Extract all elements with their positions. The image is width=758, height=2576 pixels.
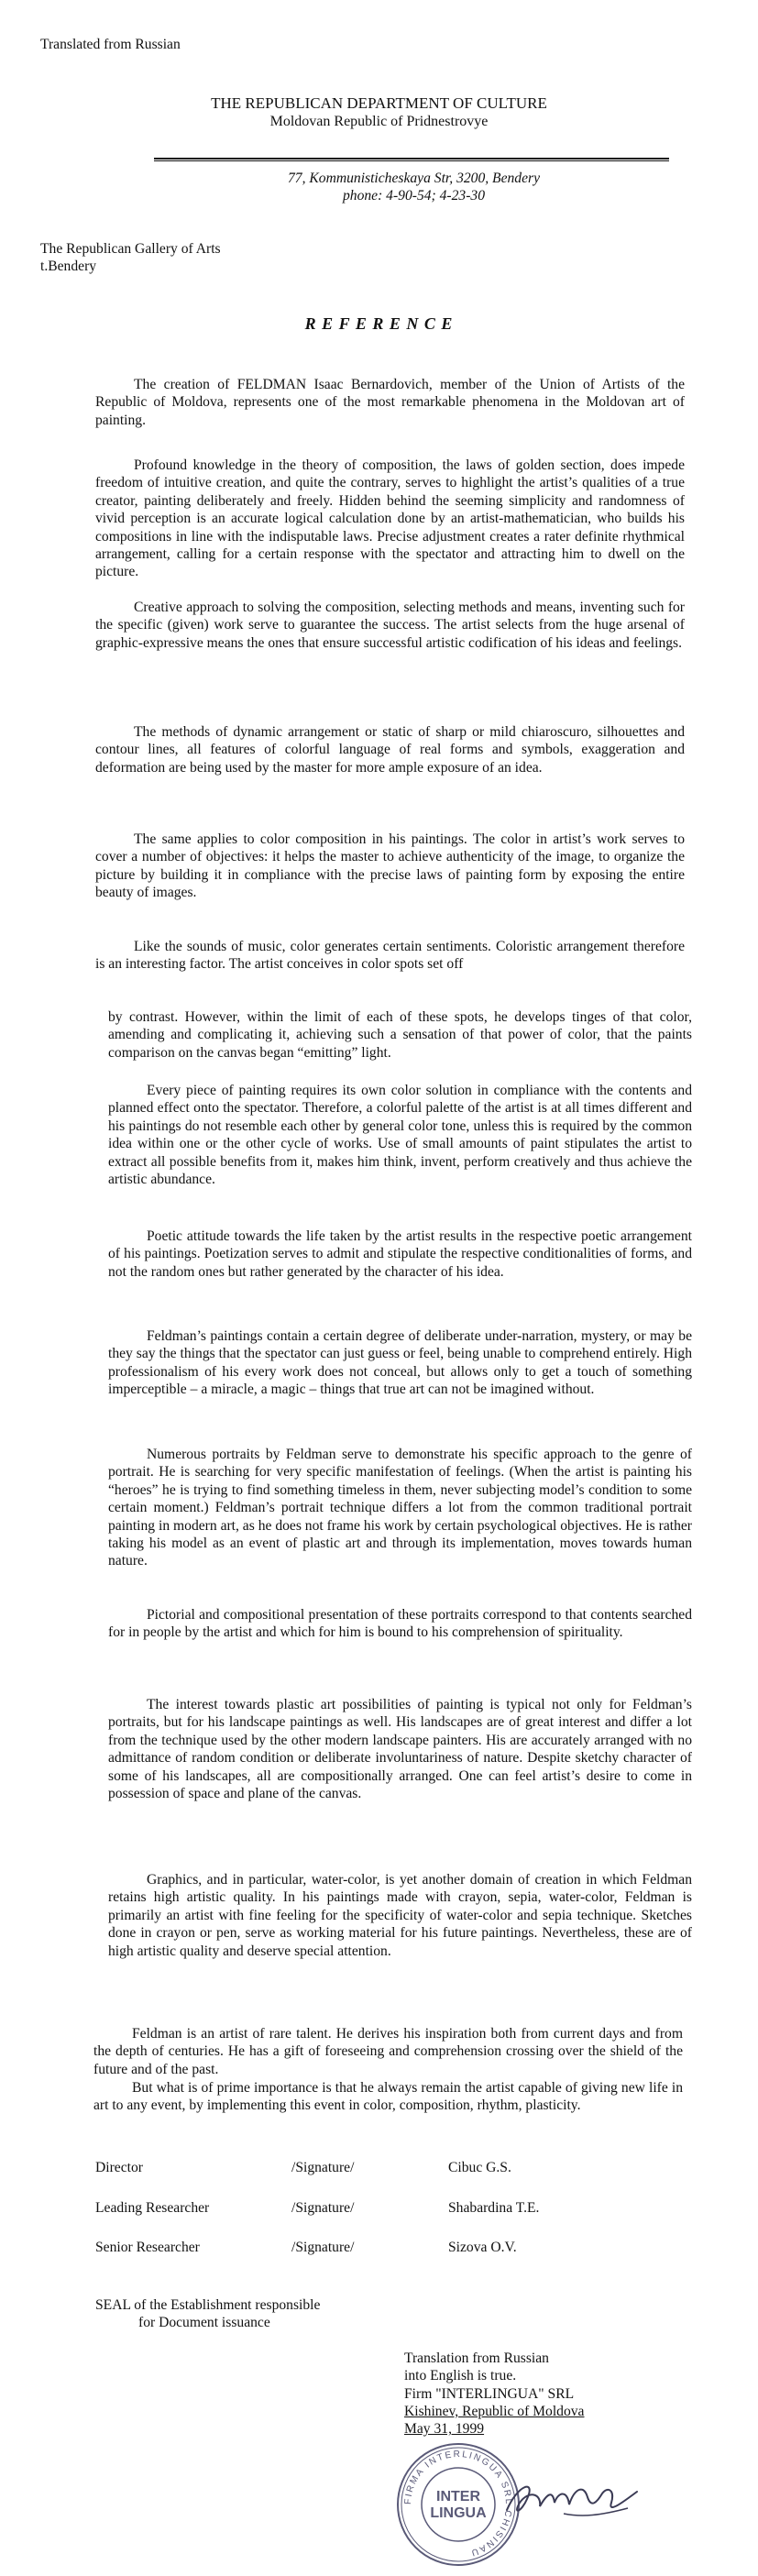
translation-cert-line-5: May 31, 1999 — [404, 2421, 485, 2438]
address-line: 77, Kommunisticheskaya Str, 3200, Bendery — [287, 171, 540, 186]
paragraph-7: by contrast. However, within the limit of each of these spots, he develops tinges of that color, amending and complicating it, achieving such a sensation of that power of color, that the paints comparison on the canvas began “emitting” light. — [108, 1009, 692, 1061]
seal-center-line-1: INTER — [436, 2489, 480, 2504]
paragraph-13: The interest towards plastic art possibilities of painting is typical not only for Feldman’s portraits, but for his landscape paintings as well. His landscapes are of great interest and differ a lot from the technique used by the other modern landscape painters. His are accurately arranged with no admittance of random condition or deliberate involuntariness of nature. Despite sketchy character of some of his landscapes, all are compositionally arranged. One can feel artist’s desire to come in possession of space and plane of the canvas. — [108, 1697, 692, 1802]
paragraph-10: Feldman’s paintings contain a certain degree of deliberate under-narration, mystery, or may be they say the things that the spectator can just guess or feel, being unable to comprehend entirely. High professionalism of his every work does not conceal, but allows only to get a touch of something imperceptible – a miracle, a magic – things that true art can not be imagined without. — [108, 1328, 692, 1398]
translation-cert-line-3: Firm "INTERLINGUA" SRL — [404, 2385, 575, 2402]
seal-note-line-1: SEAL of the Establishment responsible — [95, 2297, 321, 2313]
recipient-line-2: t.Bendery — [40, 259, 97, 274]
paragraph-12: Pictorial and compositional presentation of these portraits correspond to that contents searched for in people by the artist and which for him is bound to his comprehension of spirituality. — [108, 1607, 692, 1641]
paragraph-15: Feldman is an artist of rare talent. He derives his inspiration both from current days and from the depth of centuries. He has a gift of foreseeing and comprehension crossing over the shield of the future and of the past. — [93, 2026, 683, 2077]
paragraph-1: The creation of FELDMAN Isaac Bernardovich, member of the Union of Artists of the Republic of Moldova, represents one of the most remarkable phenomena in the Moldovan art of painting. — [95, 377, 685, 428]
paragraph-8: Every piece of painting requires its own color solution in compliance with the contents and planned effect onto the spectator. Therefore, a colorful palette of the artist is at all times different and his paintings do not resemble each other by general color tone, unless this is required by the common idea within one or the other cycle of works. Use of small amounts of paint stipulates the artist to extract all possible benefits from it, makes him think, invent, perform creatively and thus achieve the artistic abundance. — [108, 1083, 692, 1188]
paragraph-4: The methods of dynamic arrangement or static of sharp or mild chiaroscuro, silhouettes and contour lines, all features of colorful language of real forms and symbols, exaggeration and deformation are being used by the master for more ample exposure of an idea. — [95, 724, 685, 776]
phone-line: phone: 4-90-54; 4-23-30 — [342, 188, 486, 204]
signature-mark: /Signature/ — [291, 2240, 355, 2255]
translation-cert — [404, 2350, 584, 2438]
department-title: THE REPUBLICAN DEPARTMENT OF CULTURE — [211, 94, 547, 112]
paragraph-6: Like the sounds of music, color generates certain sentiments. Coloristic arrangement therefore is an interesting factor. The artist conceives in color spots set off — [95, 939, 685, 973]
seal-outer-text: FIRMA INTERLINGUA SRL CHISINAU — [402, 2449, 514, 2559]
signature-mark: /Signature/ — [291, 2200, 355, 2216]
translated-from-label: Translated from Russian — [40, 37, 181, 52]
translation-cert-line-4: Kishinev, Republic of Moldova — [404, 2403, 585, 2419]
paragraph-3: Creative approach to solving the composition, selecting methods and means, inventing such for the specific (given) work serve to guarantee the success. The artist selects from the huge arsenal of graphic-expressive means the ones that ensure successful artistic codification of his ideas and feelings. — [95, 600, 685, 651]
paragraph-2: Profound knowledge in the theory of composition, the laws of golden section, does impede freedom of intuitive creation, and quite the contrary, serves to highlight the artist’s qualities of a true creator, painting deliberately and freely. Hidden behind the seeming simplicity and randomness of vivid perception is an accurate logical calculation done by an artist-mathematician, who builds his compositions in line with the indisputable laws. Precise adjustment creates a rater definite rhythmical arrangement, calling for a certain response with the spectator and attracting him to dwell on the picture. — [95, 457, 685, 580]
paragraph-16: But what is of prime importance is that he always remain the artist capable of giving new life in art to any event, by implementing this event in color, composition, rhythm, plasticity. — [93, 2080, 683, 2114]
paragraph-11: Numerous portraits by Feldman serve to demonstrate his specific approach to the genre of portrait. He is searching for very specific manifestation of feelings. (When the artist is painting his “heroes” he is trying to find something timeless in them, never subjecting model’s condition to some certain moment.) Feldman’s portrait technique differs a lot from the common traditional portrait painting in modern art, as he does not frame his work by certain psychological objectives. He is rather taking his model as an event of plastic art and through its implementation, moves towards human nature. — [108, 1447, 692, 1569]
document-title: R E F E R E N C E — [304, 314, 454, 333]
header-rule-thin — [154, 160, 669, 161]
signature-role: Director — [95, 2160, 143, 2175]
paragraph-9: Poetic attitude towards the life taken by the artist results in the respective poetic arrangement of his paintings. Poetization serves to admit and stipulate the respective conditionalities of forms, and not the random ones but rather generated by the character of his idea. — [108, 1228, 692, 1280]
signature-name: Shabardina T.E. — [448, 2200, 540, 2216]
handwritten-signature-icon — [500, 2466, 646, 2530]
signature-name: Cibuc G.S. — [448, 2160, 511, 2175]
paragraph-5: The same applies to color composition in his paintings. The color in artist’s work serves to cover a number of objectives: it helps the master to achieve authenticity of the image, to organize the picture by building it in compliance with the precise laws of painting form by exposing the entire beauty of images. — [95, 831, 685, 901]
republic-subtitle: Moldovan Republic of Pridnestrovye — [269, 114, 489, 129]
signature-name: Sizova O.V. — [448, 2240, 517, 2255]
seal-center-line-2: LINGUA — [430, 2505, 487, 2521]
signature-role: Leading Researcher — [95, 2200, 210, 2216]
seal-note-line-2: for Document issuance — [138, 2315, 270, 2330]
signature-mark: /Signature/ — [291, 2160, 355, 2175]
header-rule-thick — [154, 158, 669, 160]
translation-cert-line-1: Translation from Russian — [404, 2350, 549, 2366]
translation-cert-line-2: into English is true. — [404, 2368, 517, 2384]
recipient-line-1: The Republican Gallery of Arts — [40, 241, 221, 257]
paragraph-14: Graphics, and in particular, water-color, is yet another domain of creation in which Feldman retains high artistic quality. In his paintings made with crayon, sepia, water-color, Feldman is primarily an artist with fine feeling for the specificity of water-color and sepia technique. Sketches done in crayon or pen, serve as working material for his future paintings. Nevertheless, these are of high artistic quality and deserve special attention. — [108, 1872, 692, 1959]
signature-role: Senior Researcher — [95, 2240, 200, 2255]
